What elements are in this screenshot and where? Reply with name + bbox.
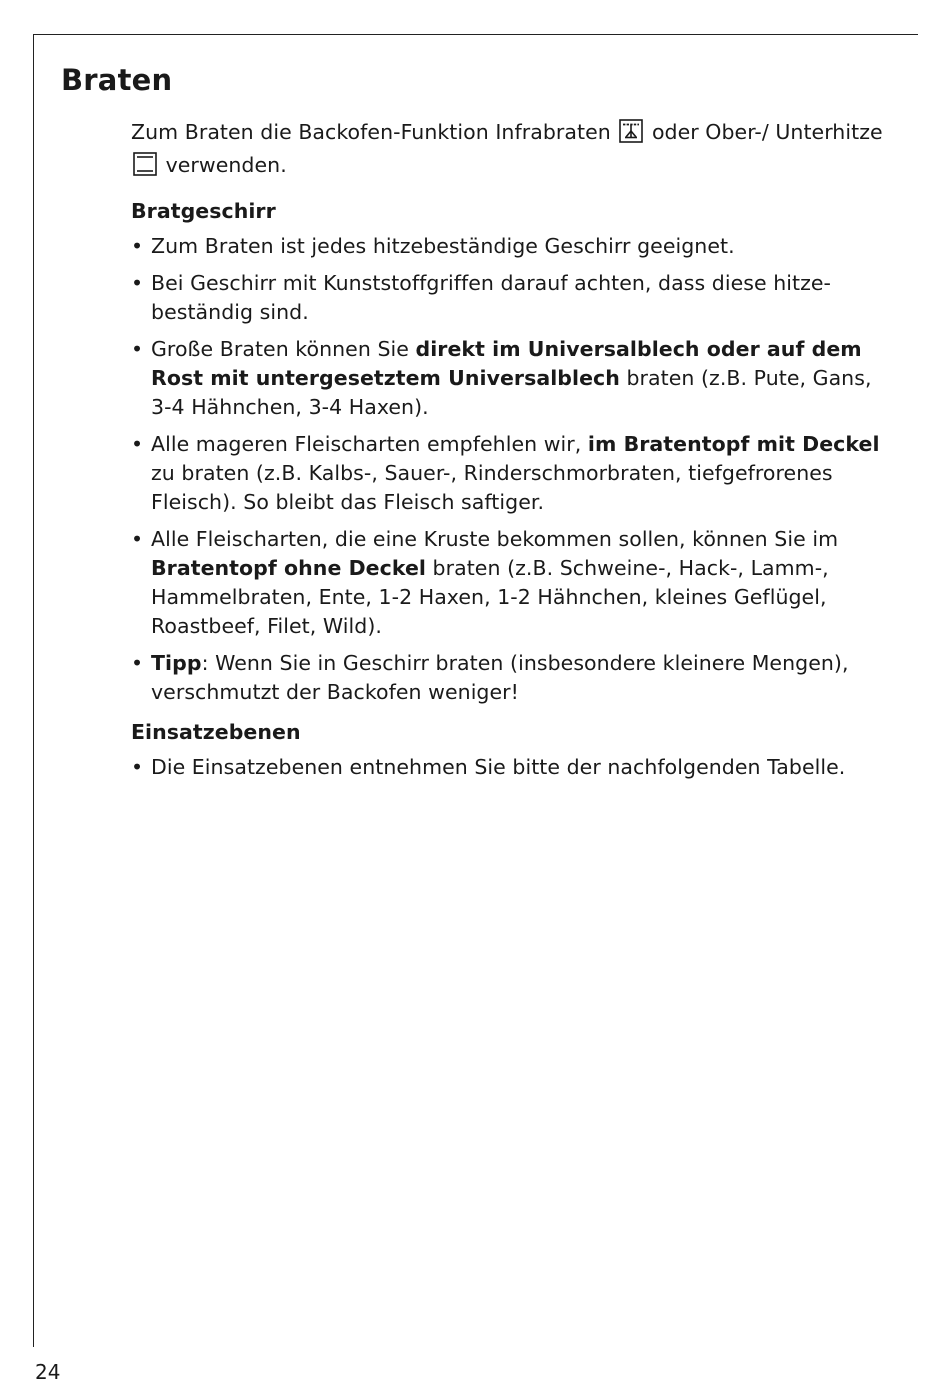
bullet: • <box>131 755 144 779</box>
ober-unterhitze-icon <box>133 152 157 184</box>
einsatzebenen-list <box>131 753 891 782</box>
list-item-text: Zum Braten ist jedes hitzebeständige Geschirr geeignet. <box>151 234 735 258</box>
list-item-text: zu braten (z.B. Kalbs-, Sauer-, Rinderschmorbraten, tiefgefrorenes Fleisch). So bleibt das Fleisch saftiger. <box>151 461 833 514</box>
list-item-text: braten (z.B. Schweine-, Hack-, Lamm-, Hammelbraten, Ente, 1-2 Haxen, 1-2 Hähnchen, kleines Geflügel, Roastbeef, Filet, Wild). <box>151 556 829 638</box>
list-item-text: Alle mageren Fleischarten empfehlen wir, <box>151 432 588 456</box>
intro-text-3: verwenden. <box>165 153 287 177</box>
list-item <box>131 753 891 782</box>
list-item-text: : Wenn Sie in Geschirr braten (insbesondere kleinere Mengen), verschmutzt der Backofen weniger! <box>151 651 849 704</box>
bratgeschirr-list <box>131 232 891 707</box>
bullet: • <box>131 432 144 456</box>
bratgeschirr-heading: Bratgeschirr <box>131 199 276 223</box>
section-content <box>131 118 891 792</box>
page-frame-left-rule <box>33 34 34 1347</box>
list-item-text: Die Einsatzebenen entnehmen Sie bitte der nachfolgenden Tabelle. <box>151 755 846 779</box>
list-item <box>131 525 891 641</box>
list-item-text: braten (z.B. Pute, Gans, 3-4 Hähnchen, 3-4 Haxen). <box>151 366 872 419</box>
list-item <box>131 269 891 327</box>
intro-text-2: oder Ober-/ Unterhitze <box>651 120 883 144</box>
infrabraten-icon <box>619 119 643 151</box>
list-item <box>131 232 891 261</box>
intro-text-1: Zum Braten die Backofen-Funktion Infrabraten <box>131 120 611 144</box>
intro-paragraph <box>131 118 891 184</box>
bullet: • <box>131 337 144 361</box>
list-item <box>131 649 891 707</box>
page-frame-top-rule <box>33 34 918 35</box>
bullet: • <box>131 271 144 295</box>
section-title: Braten <box>61 63 173 97</box>
list-item-text: Große Braten können Sie <box>151 337 416 361</box>
list-item-emphasis: Bratentopf ohne Deckel <box>151 556 426 580</box>
einsatzebenen-heading: Einsatzebenen <box>131 720 301 744</box>
list-item-emphasis: im Bratentopf mit Deckel <box>587 432 880 456</box>
list-item-emphasis: direkt im Universalblech oder auf dem Rost mit untergesetztem Universalblech <box>151 337 862 390</box>
bullet: • <box>131 527 144 551</box>
list-item <box>131 335 891 422</box>
tip-label: Tipp <box>151 651 202 675</box>
list-item-text: Alle Fleischarten, die eine Kruste bekommen sollen, können Sie im <box>151 527 839 551</box>
page-number: 24 <box>35 1360 61 1384</box>
bullet: • <box>131 234 144 258</box>
bullet: • <box>131 651 144 675</box>
list-item <box>131 430 891 517</box>
list-item-text: Bei Geschirr mit Kunststoffgriffen darauf achten, dass diese hitze-beständig sind. <box>151 271 831 324</box>
